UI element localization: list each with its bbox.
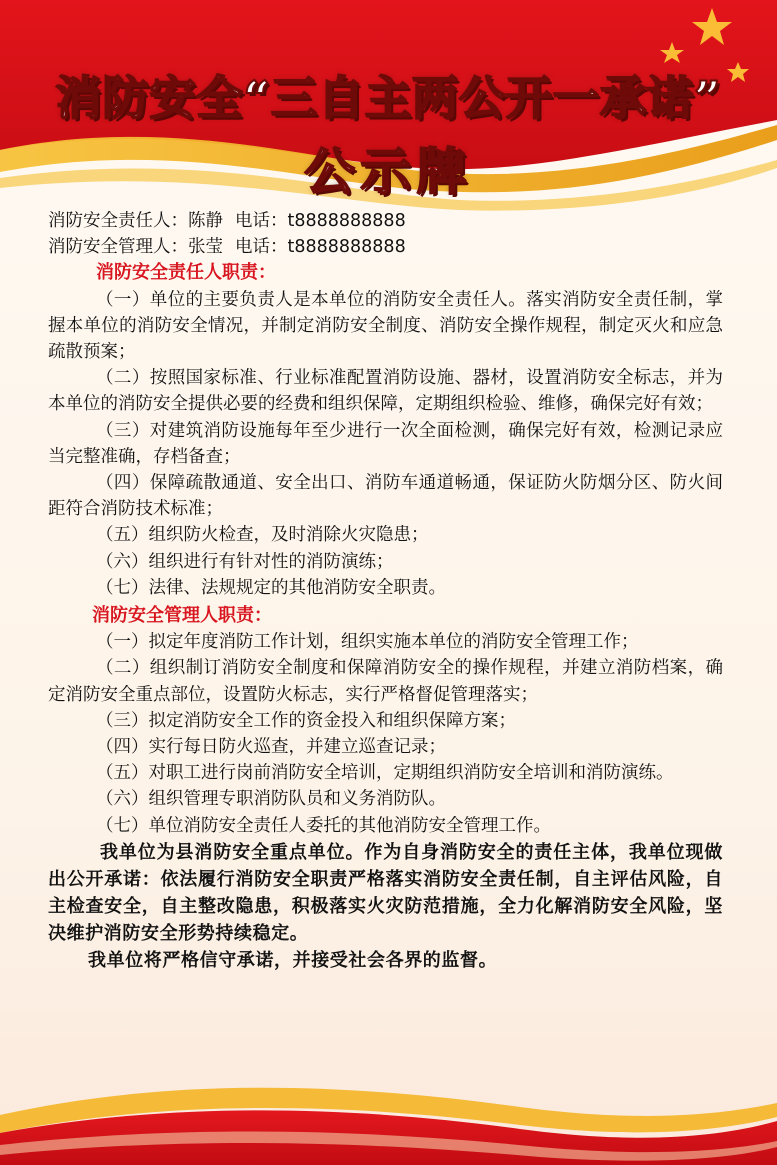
board-content xyxy=(48,208,723,974)
title-sub: 公示牌 xyxy=(304,142,473,201)
contact-role: 消防安全责任人：陈静 xyxy=(48,211,223,231)
title-main: 消防安全“三自主两公开一承诺” xyxy=(55,71,722,125)
responsible-duty-item: （五）组织防火检查，及时消除火灾隐患； xyxy=(96,525,429,546)
manager-duty-item: （一）拟定年度消防工作计划，组织实施本单位的消防安全管理工作； xyxy=(96,632,639,653)
responsible-duty-item: （一）单位的主要负责人是本单位的消防安全责任人。落实消防安全责任制，掌握本单位的消防安全情况，并制定消防安全制度、消防安全操作规程，制定灭火和应急疏散预案； xyxy=(48,289,723,363)
manager-duty-item: （四）实行每日防火巡查，并建立巡查记录； xyxy=(96,737,446,758)
responsible-duties-heading: 消防安全责任人职责： xyxy=(96,262,276,284)
contact-phone: 电话：t8888888888 xyxy=(235,211,406,231)
contact-row-responsible xyxy=(48,208,723,234)
public-pledge: 我单位为县消防安全重点单位。作为自身消防安全的责任主体，我单位现做出公开承诺：依法履行消防安全职责严格落实消防安全责任制，自主评估风险，自主检查安全，自主整改隐患，积极落实火灾防范措施，全力化解消防安全风险，坚决维护消防安全形势持续稳定。 xyxy=(48,841,723,944)
responsible-duty-item: （六）组织进行有针对性的消防演练； xyxy=(96,551,394,572)
responsible-duty-item: （三）对建筑消防设施每年至少进行一次全面检测，确保完好有效，检测记录应当完整准确，存档备查； xyxy=(48,420,723,467)
contact-role: 消防安全管理人：张莹 xyxy=(48,237,223,258)
manager-duty-item: （三）拟定消防安全工作的资金投入和组织保障方案； xyxy=(96,710,516,731)
manager-duty-item: （五）对职工进行岗前消防安全培训，定期组织消防安全培训和消防演练。 xyxy=(96,763,674,784)
manager-duty-item: （六）组织管理专职消防队员和义务消防队。 xyxy=(96,789,446,810)
responsible-duty-item: （四）保障疏散通道、安全出口、消防车通道畅通，保证防火防烟分区、防火间距符合消防技术标准； xyxy=(48,473,723,520)
manager-duty-item: （七）单位消防安全责任人委托的其他消防安全管理工作。 xyxy=(96,815,551,836)
contact-phone: 电话：t8888888888 xyxy=(235,237,406,258)
manager-duties-heading: 消防安全管理人职责： xyxy=(92,605,272,627)
bottom-banner-decoration xyxy=(0,1045,777,1165)
responsible-duty-item: （二）按照国家标准、行业标准配置消防设施、器材，设置消防安全标志，并为本单位的消防安全提供必要的经费和组织保障，定期组织检验、维修，确保完好有效； xyxy=(48,368,723,415)
pledge-closing: 我单位将严格信守承诺，并接受社会各界的监督。 xyxy=(88,949,498,971)
manager-duty-item: （二）组织制订消防安全制度和保障消防安全的操作规程，并建立消防档案，确定消防安全重点部位，设置防火标志，实行严格督促管理落实； xyxy=(48,658,723,705)
contact-row-manager xyxy=(48,234,723,260)
responsible-duty-item: （七）法律、法规规定的其他消防安全职责。 xyxy=(96,577,446,598)
